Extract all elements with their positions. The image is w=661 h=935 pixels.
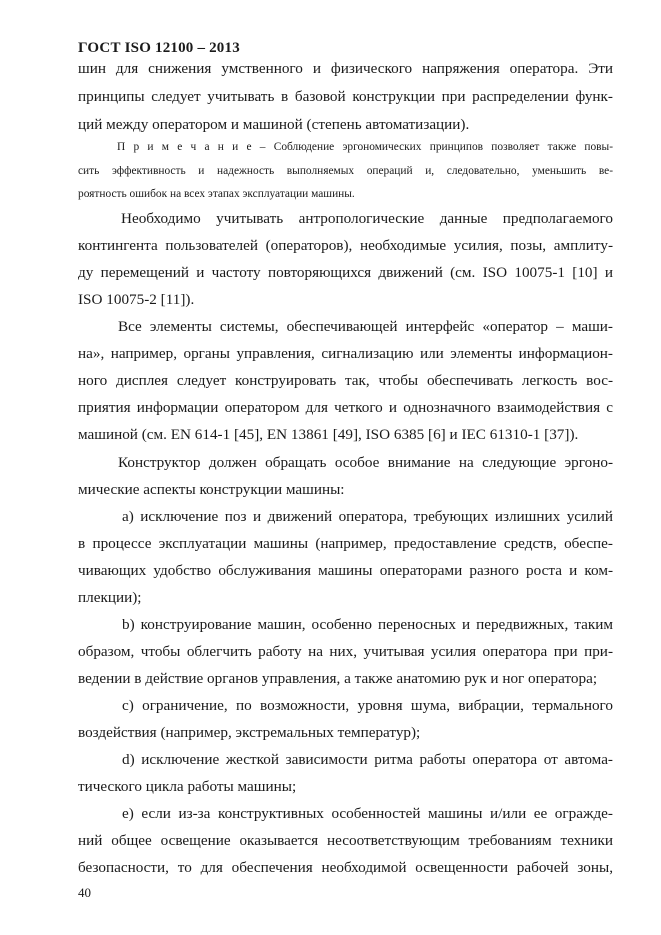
list-item-line: b) конструирование машин, особенно переносных и передвижных, таким (122, 616, 613, 633)
text-line: тического цикла работы машины; (78, 778, 297, 795)
list-item-line: e) если из-за конструктивных особенностей машины и/или ее огражде- (122, 805, 613, 822)
note-line: роятность ошибок на всех этапах эксплуатации машины. (78, 188, 355, 200)
note-text: – Соблюдение эргономических принципов позволяет также повы- (251, 141, 613, 153)
text-line: принципы следует учитывать в базовой конструкции при распределении функ- (78, 88, 613, 105)
text-line: приятия информации оператором для четкого и однозначного взаимодействия с (78, 399, 613, 416)
list-item-line: a) исключение поз и движений оператора, требующих излишних усилий (122, 508, 613, 525)
text-line: ведении в действие органов управления, а также анатомию рук и ног оператора; (78, 670, 598, 687)
text-line: Конструктор должен обращать особое внимание на следующие эргоно- (118, 454, 613, 471)
text-line: ISO 10075-2 [11]). (78, 291, 195, 308)
document-header: ГОСТ ISO 12100 – 2013 (78, 40, 240, 56)
text-line: Все элементы системы, обеспечивающей интерфейс «оператор – маши- (118, 318, 613, 335)
note-line: сить эффективность и надежность выполняемых операций и, следовательно, уменьшить ве- (78, 165, 613, 177)
text-line: машиной (см. EN 614-1 [45], EN 13861 [49], ISO 6385 [6] и IEC 61310-1 [37]). (78, 426, 579, 443)
text-line: плекции); (78, 589, 142, 606)
text-line: ний общее освещение оказывается несоответствующим требованиям техники (78, 832, 613, 849)
list-item-line: c) ограничение, по возможности, уровня шума, вибрации, термального (122, 697, 613, 714)
note-label: П р и м е ч а н и е (117, 141, 252, 153)
text-line: шин для снижения умственного и физического напряжения оператора. Эти (78, 60, 613, 77)
text-line: воздействия (например, экстремальных температур); (78, 724, 421, 741)
text-line: чивающих удобство обслуживания машины операторами разного роста и ком- (78, 562, 613, 579)
text-line: контингента пользователей (операторов), необходимые усилия, позы, амплиту- (78, 237, 613, 254)
text-line: безопасности, то для обеспечения необходимой освещенности рабочей зоны, (78, 859, 613, 876)
text-line: ций между оператором и машиной (степень автоматизации). (78, 116, 470, 133)
list-item-line: d) исключение жесткой зависимости ритма работы оператора от автома- (122, 751, 613, 768)
text-line: на», например, органы управления, сигнализацию или элементы информацион- (78, 345, 613, 362)
text-line: Необходимо учитывать антропологические данные предполагаемого (121, 210, 613, 227)
text-line: образом, чтобы облегчить работу на них, учитывая усилия оператора при при- (78, 643, 613, 660)
text-line: мические аспекты конструкции машины: (78, 481, 345, 498)
text-line: в процессе эксплуатации машины (например, предоставление средств, обеспе- (78, 535, 613, 552)
text-line: ду перемещений и частоту повторяющихся движений (см. ISO 10075-1 [10] и (78, 264, 613, 281)
text-line: ного дисплея следует конструировать так, чтобы обеспечивать легкость вос- (78, 372, 613, 389)
page-number: 40 (78, 885, 91, 900)
note-first-line (117, 140, 613, 154)
